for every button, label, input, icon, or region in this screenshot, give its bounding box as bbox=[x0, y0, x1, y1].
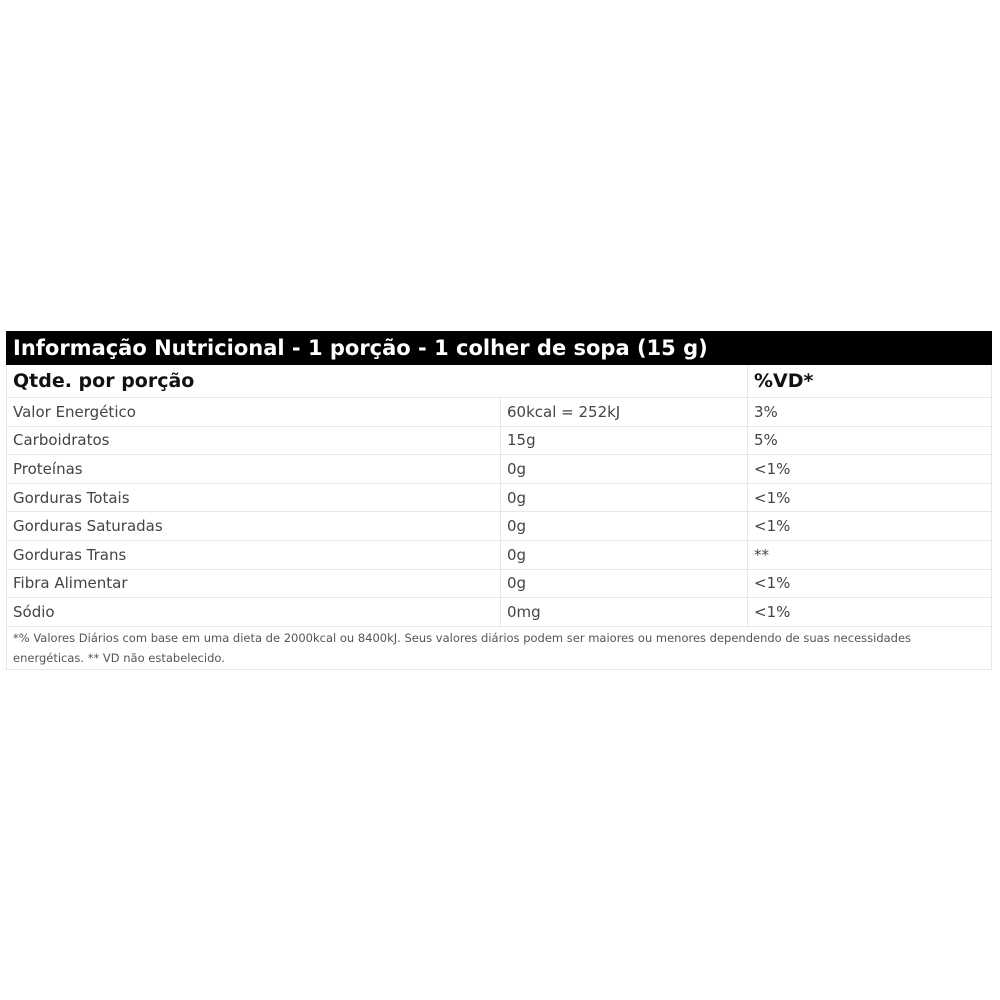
table-row bbox=[7, 512, 992, 541]
nutrient-amount: 0g bbox=[501, 569, 748, 598]
table-row bbox=[7, 426, 992, 455]
table-row bbox=[7, 398, 992, 427]
table-row bbox=[7, 598, 992, 627]
table-row bbox=[7, 569, 992, 598]
nutrient-name: Valor Energético bbox=[7, 398, 501, 427]
qty-per-serving-header: Qtde. por porção bbox=[7, 365, 748, 398]
nutrient-name: Gorduras Saturadas bbox=[7, 512, 501, 541]
nutrient-daily-value: <1% bbox=[748, 512, 992, 541]
nutrient-amount: 0g bbox=[501, 483, 748, 512]
header-row bbox=[7, 365, 992, 398]
nutrient-name: Carboidratos bbox=[7, 426, 501, 455]
table-row bbox=[7, 540, 992, 569]
nutrient-daily-value: <1% bbox=[748, 598, 992, 627]
footnote-row bbox=[7, 626, 992, 669]
title-row bbox=[7, 332, 992, 365]
nutrient-amount: 0g bbox=[501, 540, 748, 569]
nutrient-name: Gorduras Totais bbox=[7, 483, 501, 512]
table-row bbox=[7, 483, 992, 512]
nutrient-amount: 60kcal = 252kJ bbox=[501, 398, 748, 427]
nutrient-amount: 0mg bbox=[501, 598, 748, 627]
table-title: Informação Nutricional - 1 porção - 1 colher de sopa (15 g) bbox=[7, 332, 992, 365]
nutrient-daily-value: <1% bbox=[748, 569, 992, 598]
nutrient-amount: 15g bbox=[501, 426, 748, 455]
table-row bbox=[7, 455, 992, 484]
nutrient-daily-value: 3% bbox=[748, 398, 992, 427]
nutrient-amount: 0g bbox=[501, 512, 748, 541]
nutrient-amount: 0g bbox=[501, 455, 748, 484]
nutrient-name: Sódio bbox=[7, 598, 501, 627]
nutrition-facts-table bbox=[6, 331, 992, 670]
nutrient-daily-value: ** bbox=[748, 540, 992, 569]
nutrient-daily-value: <1% bbox=[748, 483, 992, 512]
nutrient-name: Fibra Alimentar bbox=[7, 569, 501, 598]
nutrient-daily-value: <1% bbox=[748, 455, 992, 484]
nutrient-name: Gorduras Trans bbox=[7, 540, 501, 569]
nutrient-name: Proteínas bbox=[7, 455, 501, 484]
nutrient-daily-value: 5% bbox=[748, 426, 992, 455]
daily-value-header: %VD* bbox=[748, 365, 992, 398]
footnote: *% Valores Diários com base em uma dieta de 2000kcal ou 8400kJ. Seus valores diários podem ser maiores ou menores dependendo de suas necessidades energéticas. ** VD não estabelecido. bbox=[7, 626, 992, 669]
